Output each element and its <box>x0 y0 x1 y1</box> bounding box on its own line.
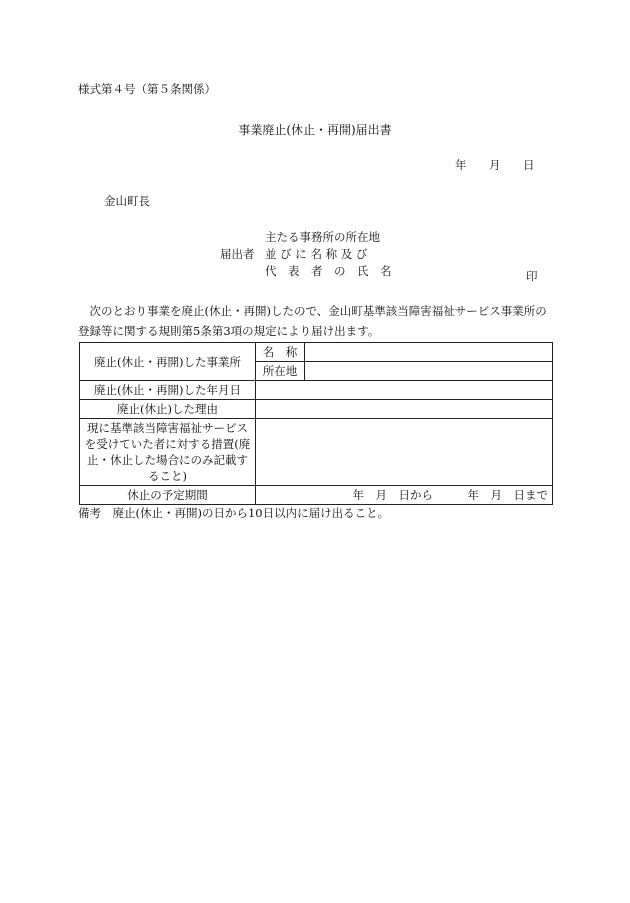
date-day: 日 <box>523 158 535 172</box>
office-location-label: 所在地 <box>256 362 305 381</box>
office-name-field[interactable] <box>305 343 553 362</box>
remark: 備考 廃止(休止・再開)の日から10日以内に届け出ること。 <box>78 506 390 520</box>
applicant-fields <box>265 229 392 280</box>
date-label: 廃止(休止・再開)した年月日 <box>80 381 256 400</box>
addressee: 金山町長 <box>104 194 150 208</box>
date-month: 月 <box>489 158 501 172</box>
document-title: 事業廃止(休止・再開)届出書 <box>238 123 392 137</box>
notification-table <box>79 342 553 505</box>
applicant-line-address: 主たる事務所の所在地 <box>265 230 380 244</box>
office-name-label: 名 称 <box>256 343 305 362</box>
period-label: 休止の予定期間 <box>80 486 256 505</box>
seal-mark: 印 <box>526 269 538 283</box>
office-location-field[interactable] <box>305 362 553 381</box>
applicant-line-representative: 代 表 者 の 氏 名 <box>265 264 392 278</box>
period-field[interactable]: 年 月 日から 年 月 日まで <box>256 486 553 505</box>
applicant-line-name: 並 び に 名 称 及 び <box>265 247 368 261</box>
measures-field[interactable] <box>256 419 553 486</box>
date-field[interactable] <box>256 381 553 400</box>
reason-field[interactable] <box>256 400 553 419</box>
office-label: 廃止(休止・再開)した事業所 <box>80 343 256 381</box>
measures-label: 現に基準該当障害福祉サービスを受けていた者に対する措置(廃止・休止した場合にのみ記載すること) <box>80 419 256 486</box>
applicant-role: 届出者 <box>220 247 255 261</box>
body-text: 次のとおり事業を廃止(休止・再開)したので、金山町基準該当障害福祉サービス事業所の登録等に関する規則第5条第3項の規定により届け出ます。 <box>78 304 547 338</box>
form-number: 様式第４号（第５条関係） <box>78 82 216 96</box>
reason-label: 廃止(休止)した理由 <box>80 400 256 419</box>
date-year: 年 <box>455 158 467 172</box>
